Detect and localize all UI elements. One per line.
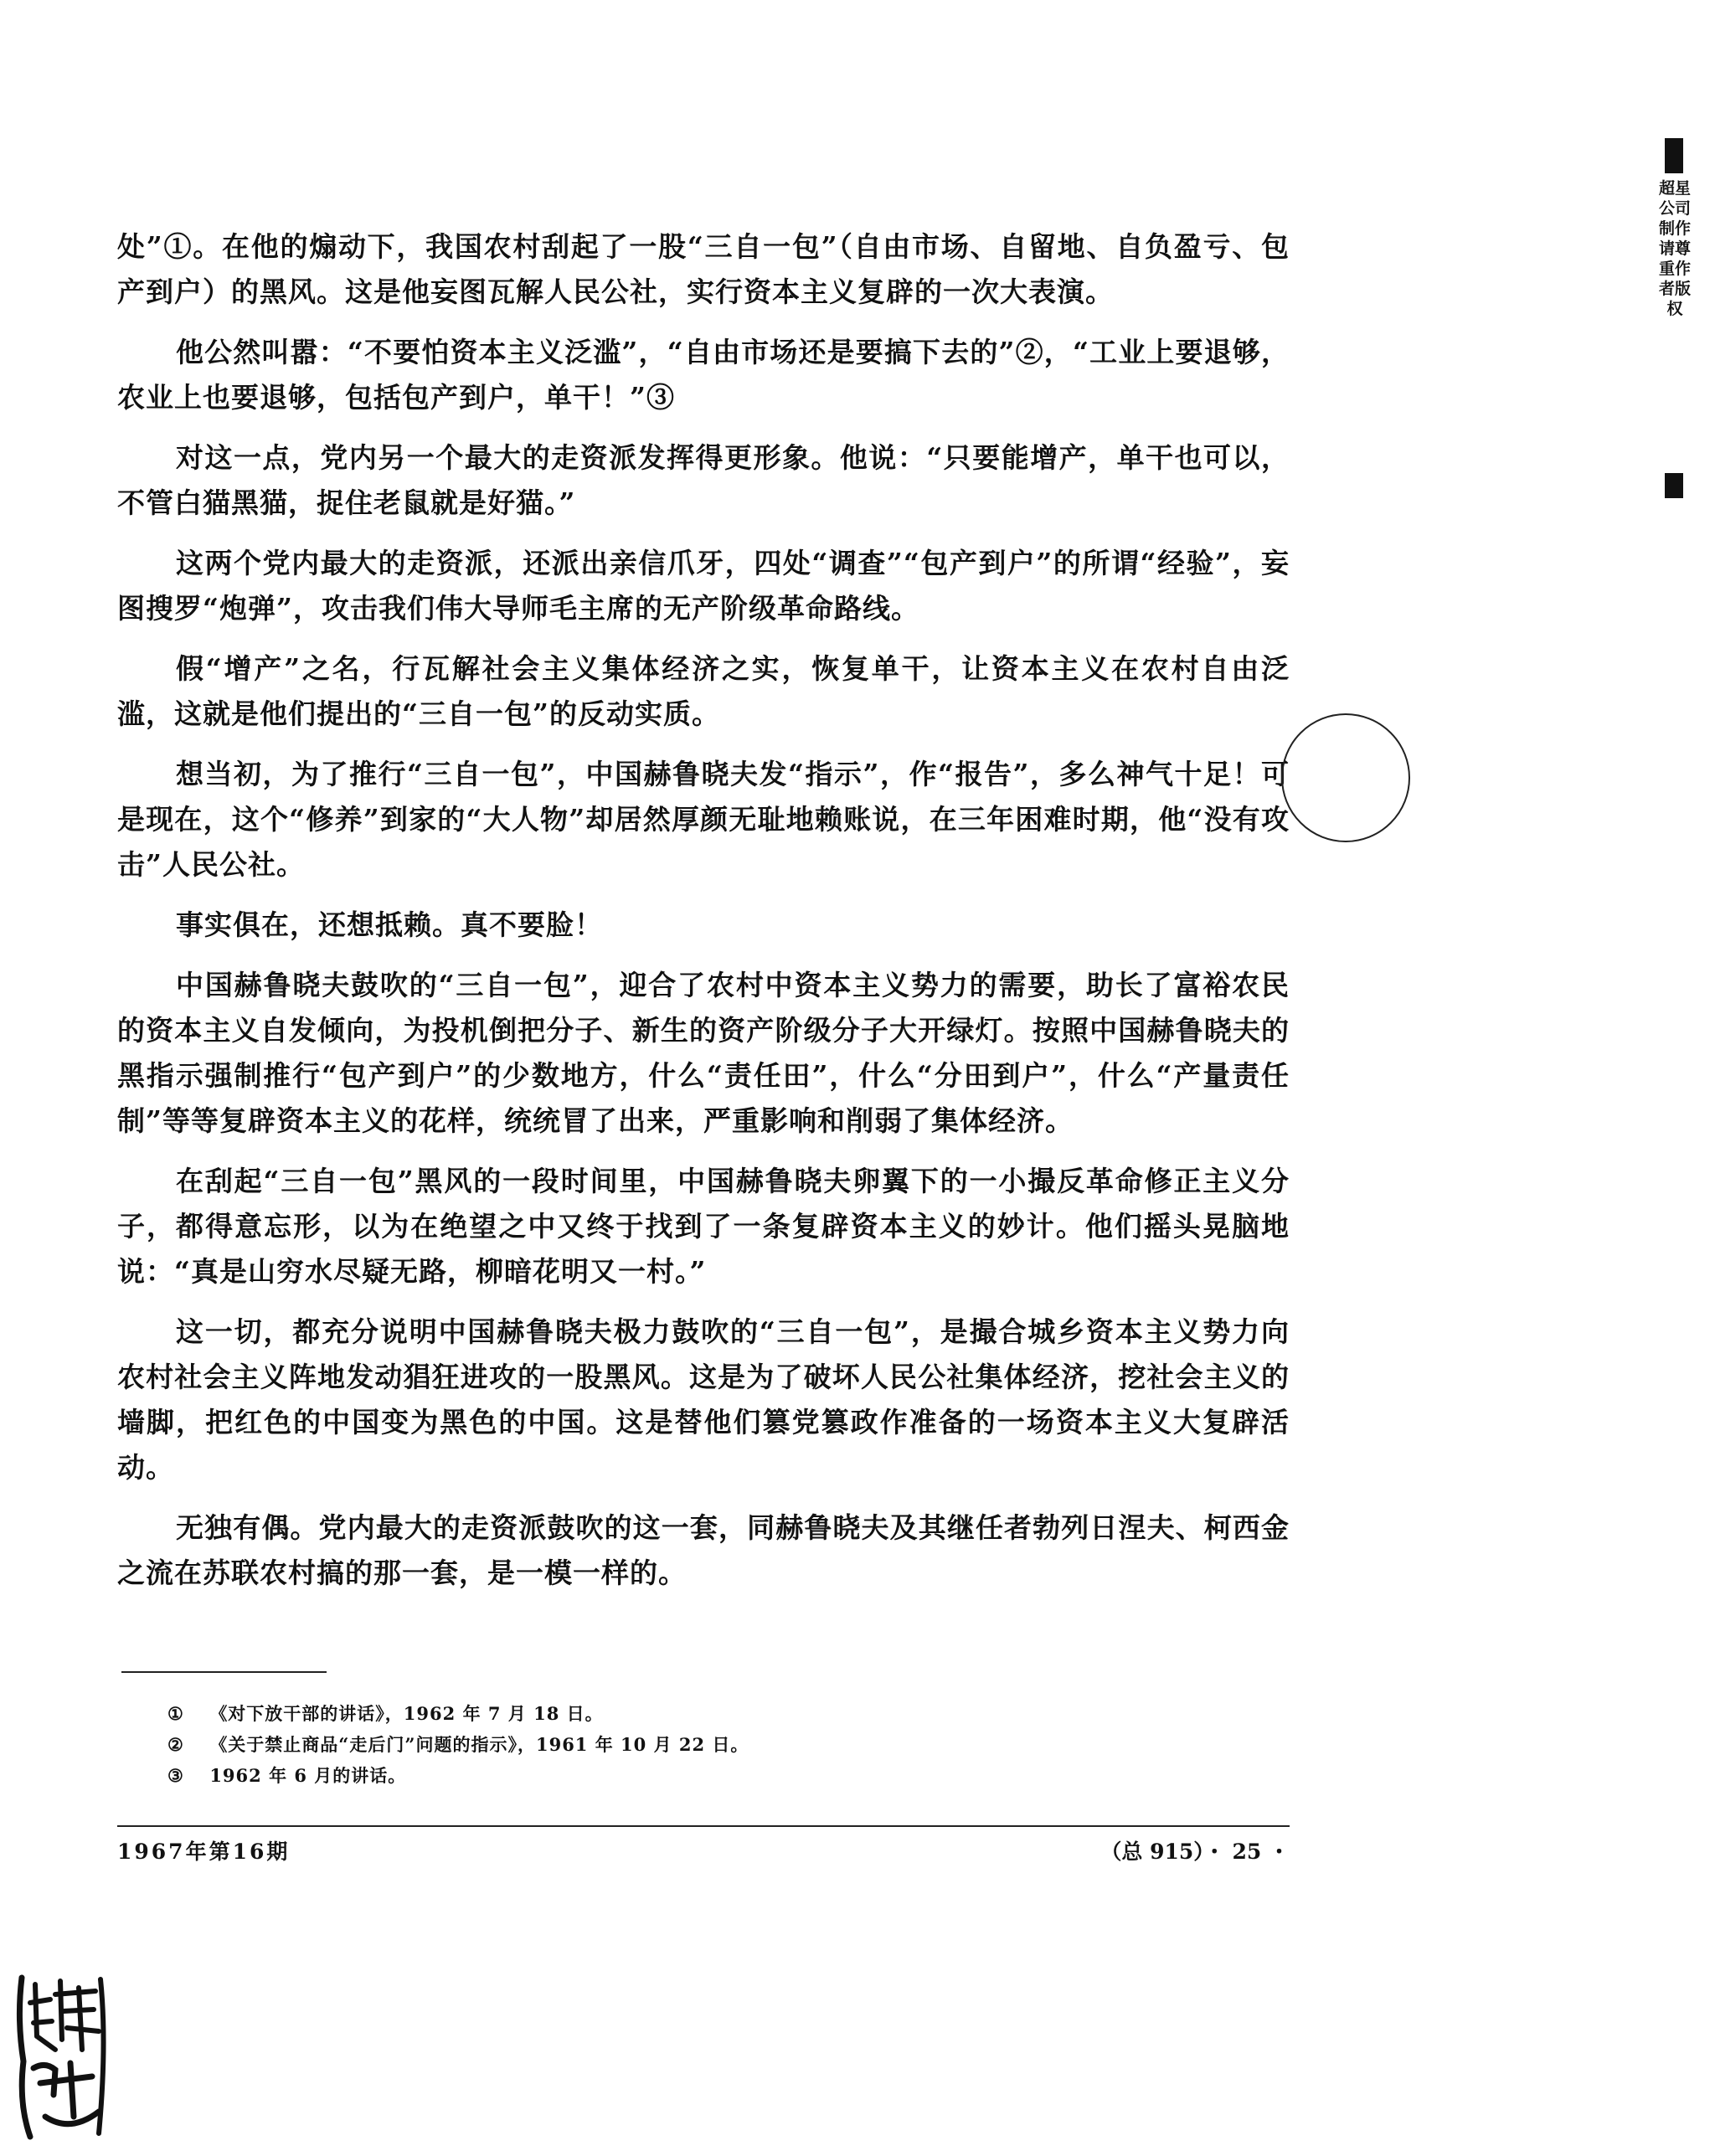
footnote-number: ②	[167, 1734, 184, 1755]
library-seal-icon	[12, 1969, 112, 2145]
footnote-divider	[121, 1671, 327, 1673]
footnote-text: 《关于禁止商品“走后门”问题的指示》，1961 年 10 月 22 日。	[209, 1734, 749, 1755]
footnote-3	[167, 1760, 1172, 1791]
paragraph-7: 事实俱在，还想抵赖。真不要脸！	[176, 908, 603, 941]
side-bar-bottom	[1665, 473, 1683, 498]
paragraph-2: 他公然叫嚣：“不要怕资本主义泛滥”，“自由市场还是要搞下去的”②，“工业上要退够，农业上也要退够，包括包产到户，单干！”③	[117, 336, 1290, 414]
paragraph-3: 对这一点，党内另一个最大的走资派发挥得更形象。他说：“只要能增产，单干也可以，不管白猫黑猫，捉住老鼠就是好猫。”	[117, 441, 1290, 519]
page-footer	[117, 1835, 1290, 1869]
paragraph-10: 这一切，都充分说明中国赫鲁晓夫极力鼓吹的“三自一包”，是撮合城乡资本主义势力向农村社会主义阵地发动猖狂进攻的一股黑风。这是为了破坏人民公社集体经济，挖社会主义的墙脚，把红色的中国变为黑色的中国。这是替他们篡党篡政作准备的一场资本主义大复辟活动。	[117, 1315, 1290, 1484]
paragraph-9: 在刮起“三自一包”黑风的一段时间里，中国赫鲁晓夫卵翼下的一小撮反革命修正主义分子，都得意忘形，以为在绝望之中又终于找到了一条复辟资本主义的妙计。他们摇头晃脑地说：“真是山穷水尽疑无路，柳暗花明又一村。”	[117, 1165, 1290, 1288]
side-bar-top	[1665, 138, 1683, 173]
footnote-2	[167, 1729, 1172, 1760]
footnotes	[167, 1698, 1172, 1791]
stamp-circle-mark	[1281, 713, 1410, 842]
copyright-side-notice	[1656, 138, 1705, 500]
paragraph-5: 假“增产”之名，行瓦解社会主义集体经济之实，恢复单干，让资本主义在农村自由泛滥，这就是他们提出的“三自一包”的反动实质。	[117, 652, 1290, 730]
paragraph-11: 无独有偶。党内最大的走资派鼓吹的这一套，同赫鲁晓夫及其继任者勃列日涅夫、柯西金之流在苏联农村搞的那一套，是一模一样的。	[117, 1511, 1290, 1589]
paragraph-6: 想当初，为了推行“三自一包”，中国赫鲁晓夫发“指示”，作“报告”，多么神气十足！可是现在，这个“修养”到家的“大人物”却居然厚颜无耻地赖账说，在三年困难时期，他“没有攻击”人民公社。	[117, 758, 1290, 881]
article-body	[117, 224, 1290, 1611]
paragraph-1: 处”①。在他的煽动下，我国农村刮起了一股“三自一包”（自由市场、自留地、自负盈亏、包产到户）的黑风。这是他妄图瓦解人民公社，实行资本主义复辟的一次大表演。	[117, 230, 1290, 308]
paragraph-8: 中国赫鲁晓夫鼓吹的“三自一包”，迎合了农村中资本主义势力的需要，助长了富裕农民的资本主义自发倾向，为投机倒把分子、新生的资产阶级分子大开绿灯。按照中国赫鲁晓夫的黑指示强制推行“包产到户”的少数地方，什么“责任田”，什么“分田到户”，什么“产量责任制”等等复辟资本主义的花样，统统冒了出来，严重影响和削弱了集体经济。	[117, 969, 1290, 1137]
footer-divider	[117, 1825, 1290, 1827]
issue-label: 1967年第16期	[117, 1840, 291, 1864]
copyright-text: 超星公司制作请尊重作者版权	[1658, 179, 1691, 318]
footnote-1	[167, 1698, 1172, 1729]
footnote-number: ①	[167, 1703, 184, 1724]
footnote-text: 《对下放干部的讲话》，1962 年 7 月 18 日。	[209, 1703, 604, 1724]
paragraph-4: 这两个党内最大的走资派，还派出亲信爪牙，四处“调查”“包产到户”的所谓“经验”，妄图搜罗“炮弹”，攻击我们伟大导师毛主席的无产阶级革命路线。	[117, 547, 1290, 625]
page-number: （总 915）・ 25 ・	[1100, 1840, 1290, 1864]
footnote-text: 1962 年 6 月的讲话。	[209, 1765, 407, 1786]
footnote-number: ③	[167, 1765, 184, 1786]
